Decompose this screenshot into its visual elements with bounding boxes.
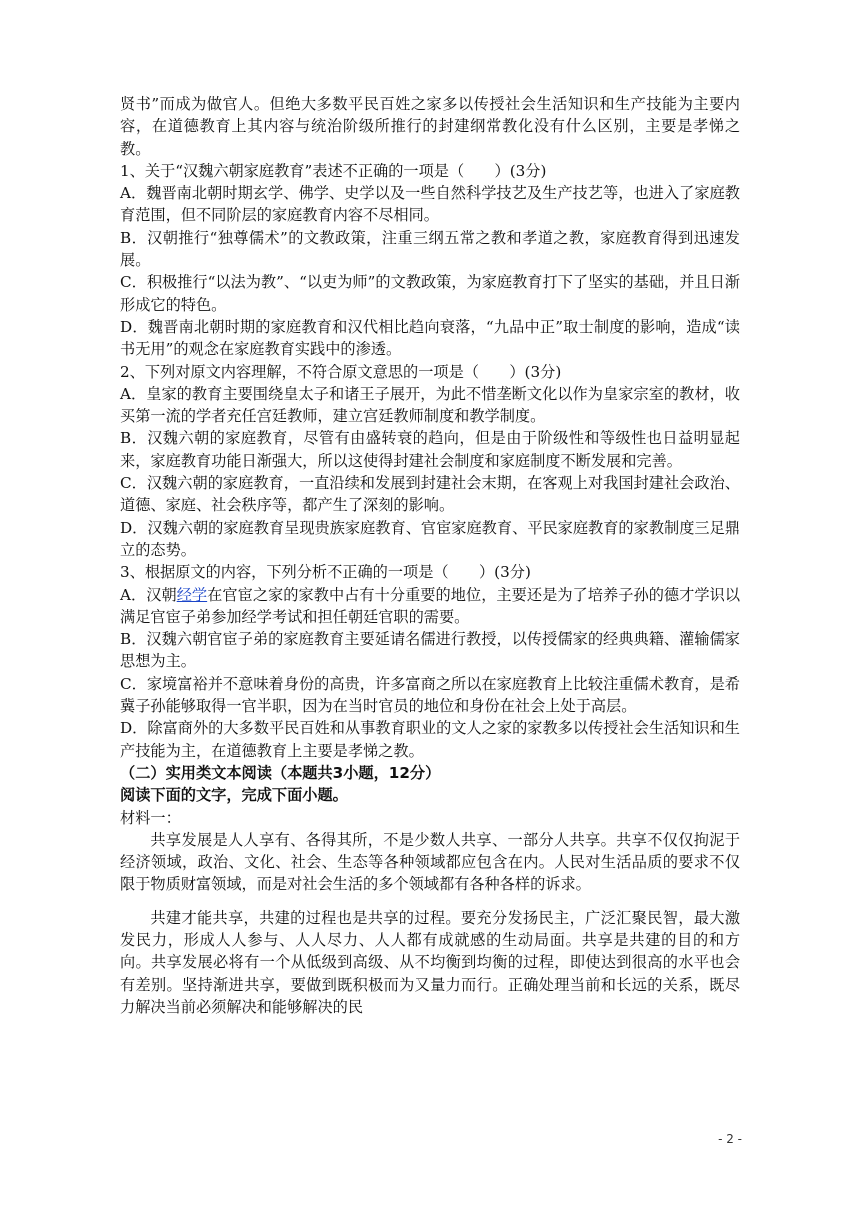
question-1-option-d: D．魏晋南北朝时期的家庭教育和汉代相比趋向衰落，“九品中正”取士制度的影响，造成“读书无用”的观念在家庭教育实践中的渗透。 bbox=[120, 317, 740, 359]
question-3-option-d: D．除富商外的大多数平民百姓和从事教育职业的文人之家的家教多以传授社会生活知识和生产技能为主，在道德教育上主要是孝悌之教。 bbox=[120, 719, 740, 760]
question-2-stem: 2、下列对原文内容理解，不符合原文意思的一项是（ ）(3分) bbox=[120, 362, 562, 381]
material-paragraph-2: 共建才能共享，共建的过程也是共享的过程。要充分发扬民主，广泛汇聚民智，最大激发民力，形成人人参与、人人尽力、人人都有成就感的生动局面。共享是共建的目的和方向。共享发展必将有一个从低级到高级、从不均衡到均衡的过程，即使达到很高的水平也会有差别。坚持渐进共享，要做到既积极而为又量力而行。正确处理当前和长远的关系，既尽力解决当前必须解决和能够解决的民 bbox=[120, 908, 740, 1016]
intro-continuation: 贤书”而成为做官人。但绝大多数平民百姓之家多以传授社会生活知识和生产技能为主要内容，在道德教育上其内容与统治阶级所推行的封建纲常教化没有什么区别，主要是孝悌之教。 bbox=[120, 95, 740, 158]
question-3-stem: 3、根据原文的内容，下列分析不正确的一项是（ ）(3分) bbox=[120, 563, 531, 582]
page-number: - 2 - bbox=[718, 1132, 742, 1146]
question-3-option-a bbox=[120, 584, 740, 629]
option-a-text: 在官宦之家的家教中占有十分重要的地位，主要还是为了培养子孙的德才学识以满足官宦子弟参加经学考试和担任朝廷官职的需要。 bbox=[120, 585, 741, 626]
question-3-option-c: C．家境富裕并不意味着身份的高贵，许多富商之所以在家庭教育上比较注重儒术教育，是希冀子孙能够取得一官半职，因为在当时官员的地位和身份在社会上处于高层。 bbox=[120, 674, 740, 716]
question-2-option-d: D．汉魏六朝的家庭教育呈现贵族家庭教育、官宦家庭教育、平民家庭教育的家教制度三足鼎立的态势。 bbox=[120, 518, 740, 559]
paragraph-gap bbox=[120, 896, 740, 907]
material-label: 材料一： bbox=[120, 808, 181, 827]
jingxue-link[interactable]: 经学 bbox=[176, 585, 208, 604]
question-2-option-a: A．皇家的教育主要围绕皇太子和诸王子展开，为此不惜垄断文化以作为皇家宗室的教材，收买第一流的学者充任宫廷教师，建立宫廷教师制度和教学制度。 bbox=[120, 384, 740, 426]
question-1-option-c: C．积极推行“以法为教”、“以吏为师”的文教政策，为家庭教育打下了坚实的基础，并且日渐形成它的特色。 bbox=[120, 273, 740, 314]
option-a-prefix: A．汉朝 bbox=[120, 585, 177, 604]
section-title: （二）实用类文本阅读（本题共3小题，12分） bbox=[120, 763, 441, 782]
question-3-option-b: B．汉魏六朝官宦子弟的家庭教育主要延请名儒进行教授，以传授儒家的经典典籍、灌输儒家思想为主。 bbox=[120, 630, 740, 671]
reading-instruction: 阅读下面的文字，完成下面小题。 bbox=[120, 786, 348, 805]
question-1-option-b: B．汉朝推行“独尊儒术”的文教政策，注重三纲五常之教和孝道之教，家庭教育得到迅速发展。 bbox=[120, 228, 740, 270]
question-1-stem: 1、关于“汉魏六朝家庭教育”表述不正确的一项是（ ）(3分) bbox=[120, 161, 547, 180]
material-paragraph-1: 共享发展是人人享有、各得其所，不是少数人共享、一部分人共享。共享不仅仅拘泥于经济领域，政治、文化、社会、生态等各种领域都应包含在内。人民对生活品质的要求不仅限于物质财富领域，而是对社会生活的多个领域都有各种各样的诉求。 bbox=[120, 830, 740, 894]
page-content bbox=[120, 93, 740, 1018]
question-1-option-a: A．魏晋南北朝时期玄学、佛学、史学以及一些自然科学技艺及生产技艺等，也进入了家庭教育范围，但不同阶层的家庭教育内容不尽相同。 bbox=[120, 184, 740, 225]
question-2-option-c: C．汉魏六朝的家庭教育，一直沿续和发展到封建社会末期，在客观上对我国封建社会政治、道德、家庭、社会秩序等，都产生了深刻的影响。 bbox=[120, 474, 740, 515]
question-2-option-b: B．汉魏六朝的家庭教育，尽管有由盛转衰的趋向，但是由于阶级性和等级性也日益明显起来，家庭教育功能日渐强大，所以这使得封建社会制度和家庭制度不断发展和完善。 bbox=[120, 429, 740, 470]
